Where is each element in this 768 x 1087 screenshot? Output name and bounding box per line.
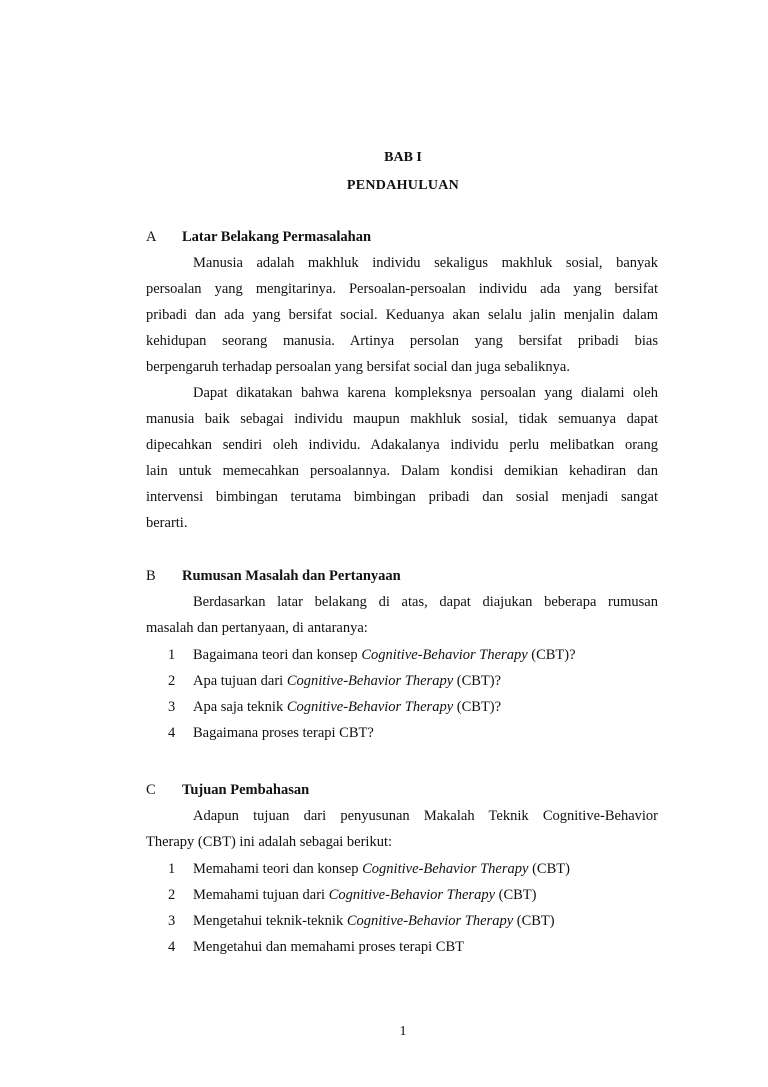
paragraph-line: berpengaruh terhadap persoalan yang bersifat social dan juga sebaliknya. bbox=[146, 359, 570, 375]
section-c-heading bbox=[146, 782, 309, 799]
list-item: 3 Mengetahui teknik-teknik Cognitive-Behavior Therapy (CBT) bbox=[168, 913, 555, 929]
section-marker: C bbox=[146, 782, 156, 798]
list-item: 3 Apa saja teknik Cognitive-Behavior Therapy (CBT)? bbox=[168, 699, 502, 715]
paragraph-line: dipecahkan sendiri oleh individu. Adakalanya individu perlu melibatkan orang bbox=[146, 437, 658, 453]
list-item: 2 Memahami tujuan dari Cognitive-Behavior Therapy (CBT) bbox=[168, 887, 537, 903]
paragraph-line: berarti. bbox=[146, 515, 188, 531]
paragraph-line: persoalan yang mengitarinya. Persoalan-persoalan individu ada yang bersifat bbox=[146, 281, 658, 297]
paragraph-line: Berdasarkan latar belakang di atas, dapat diajukan beberapa rumusan bbox=[193, 594, 658, 610]
paragraph-line: manusia baik sebagai individu maupun makhluk sosial, tidak semuanya dapat bbox=[146, 411, 658, 427]
paragraph-line: Dapat dikatakan bahwa karena kompleksnya persoalan yang dialami oleh bbox=[193, 385, 658, 401]
paragraph-line: lain untuk memecahkan persoalannya. Dalam kondisi demikian kehadiran dan bbox=[146, 463, 658, 479]
page-number: 1 bbox=[399, 1024, 407, 1039]
list-item: 2 Apa tujuan dari Cognitive-Behavior Therapy (CBT)? bbox=[168, 673, 502, 689]
section-marker: B bbox=[146, 568, 156, 584]
section-marker: A bbox=[146, 229, 157, 245]
paragraph-line: Manusia adalah makhluk individu sekaligus makhluk sosial, banyak bbox=[193, 255, 658, 271]
section-title: Rumusan Masalah dan Pertanyaan bbox=[182, 568, 401, 584]
chapter-title: PENDAHULUAN bbox=[346, 178, 460, 193]
paragraph-line: intervensi bimbingan terutama bimbingan pribadi dan sosial menjadi sangat bbox=[146, 489, 658, 505]
chapter-number: BAB I bbox=[384, 150, 422, 165]
section-a-heading bbox=[146, 229, 371, 246]
list-item: 4 Bagaimana proses terapi CBT? bbox=[168, 725, 374, 741]
list-item: 1 Memahami teori dan konsep Cognitive-Behavior Therapy (CBT) bbox=[168, 861, 570, 877]
paragraph-line: Adapun tujuan dari penyusunan Makalah Teknik Cognitive-Behavior bbox=[193, 808, 658, 824]
paragraph-line: kehidupan seorang manusia. Artinya persolan yang bersifat pribadi bias bbox=[146, 333, 658, 349]
section-title: Latar Belakang Permasalahan bbox=[182, 229, 372, 245]
paragraph-line: masalah dan pertanyaan, di antaranya: bbox=[146, 620, 368, 636]
list-item: 4 Mengetahui dan memahami proses terapi CBT bbox=[168, 939, 464, 955]
list-item: 1 Bagaimana teori dan konsep Cognitive-Behavior Therapy (CBT)? bbox=[168, 647, 576, 663]
section-b-heading bbox=[146, 568, 401, 585]
paragraph-line: Therapy (CBT) ini adalah sebagai berikut: bbox=[146, 834, 393, 850]
paragraph-line: pribadi dan ada yang bersifat social. Keduanya akan selalu jalin menjalin dalam bbox=[146, 307, 658, 323]
section-title: Tujuan Pembahasan bbox=[182, 782, 310, 798]
